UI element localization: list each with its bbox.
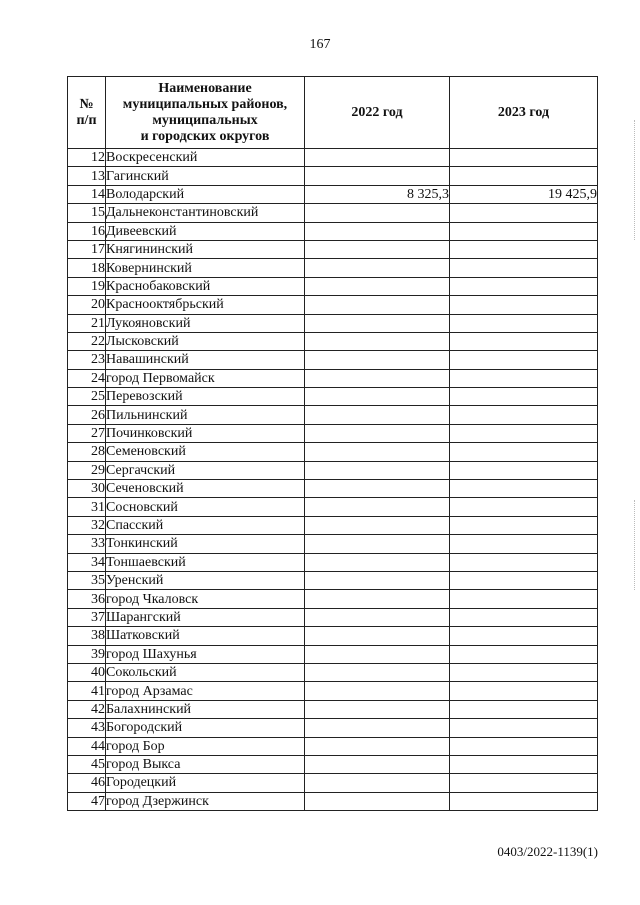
row-value-2022 bbox=[305, 553, 450, 571]
row-value-2022 bbox=[305, 480, 450, 498]
row-value-2022 bbox=[305, 204, 450, 222]
row-number: 33 bbox=[68, 535, 106, 553]
row-value-2023 bbox=[450, 314, 598, 332]
row-value-2022 bbox=[305, 590, 450, 608]
row-municipality-name: Лукояновский bbox=[106, 314, 305, 332]
row-number: 41 bbox=[68, 682, 106, 700]
table-row bbox=[68, 535, 598, 553]
table-row bbox=[68, 553, 598, 571]
row-value-2022 bbox=[305, 516, 450, 534]
row-number: 45 bbox=[68, 755, 106, 773]
table-header-row bbox=[68, 77, 598, 149]
row-value-2022 bbox=[305, 149, 450, 167]
row-value-2023 bbox=[450, 608, 598, 626]
page-number: 167 bbox=[309, 37, 331, 52]
row-value-2022 bbox=[305, 608, 450, 626]
row-municipality-name: Ковернинский bbox=[106, 259, 305, 277]
row-value-2022 bbox=[305, 222, 450, 240]
row-municipality-name: Краснооктябрьский bbox=[106, 296, 305, 314]
row-number: 21 bbox=[68, 314, 106, 332]
table-row bbox=[68, 296, 598, 314]
row-municipality-name: Навашинский bbox=[106, 351, 305, 369]
row-value-2022 bbox=[305, 388, 450, 406]
row-municipality-name: Краснобаковский bbox=[106, 277, 305, 295]
row-number: 24 bbox=[68, 369, 106, 387]
table-row bbox=[68, 571, 598, 589]
row-municipality-name: Лысковский bbox=[106, 332, 305, 350]
row-municipality-name: город Первомайск bbox=[106, 369, 305, 387]
row-value-2023 bbox=[450, 553, 598, 571]
row-value-2022 bbox=[305, 351, 450, 369]
table-row bbox=[68, 461, 598, 479]
row-value-2023 bbox=[450, 571, 598, 589]
row-value-2022 bbox=[305, 498, 450, 516]
municipal-table bbox=[67, 76, 598, 811]
row-value-2023 bbox=[450, 461, 598, 479]
row-value-2023 bbox=[450, 645, 598, 663]
row-value-2022 bbox=[305, 240, 450, 258]
row-number: 22 bbox=[68, 332, 106, 350]
row-value-2022 bbox=[305, 535, 450, 553]
row-value-2022 bbox=[305, 314, 450, 332]
row-municipality-name: город Бор bbox=[106, 737, 305, 755]
row-value-2023 bbox=[450, 755, 598, 773]
table-row bbox=[68, 719, 598, 737]
row-number: 30 bbox=[68, 480, 106, 498]
row-value-2023: 19 425,9 bbox=[450, 185, 598, 203]
row-value-2023 bbox=[450, 498, 598, 516]
row-value-2022 bbox=[305, 700, 450, 718]
row-value-2023 bbox=[450, 627, 598, 645]
row-value-2023 bbox=[450, 535, 598, 553]
row-number: 39 bbox=[68, 645, 106, 663]
row-value-2023 bbox=[450, 682, 598, 700]
row-value-2023 bbox=[450, 480, 598, 498]
scan-edge-mark bbox=[634, 120, 636, 240]
row-municipality-name: Сергачский bbox=[106, 461, 305, 479]
table-row bbox=[68, 480, 598, 498]
table-row bbox=[68, 792, 598, 810]
row-value-2023 bbox=[450, 516, 598, 534]
row-municipality-name: Шарангский bbox=[106, 608, 305, 626]
row-municipality-name: Володарский bbox=[106, 185, 305, 203]
row-number: 44 bbox=[68, 737, 106, 755]
row-value-2023 bbox=[450, 204, 598, 222]
table-row bbox=[68, 369, 598, 387]
row-value-2022 bbox=[305, 755, 450, 773]
row-number: 16 bbox=[68, 222, 106, 240]
row-number: 42 bbox=[68, 700, 106, 718]
row-municipality-name: город Выкса bbox=[106, 755, 305, 773]
row-number: 29 bbox=[68, 461, 106, 479]
table-row bbox=[68, 700, 598, 718]
row-value-2022 bbox=[305, 627, 450, 645]
row-number: 25 bbox=[68, 388, 106, 406]
row-municipality-name: Княгининский bbox=[106, 240, 305, 258]
row-number: 26 bbox=[68, 406, 106, 424]
row-number: 32 bbox=[68, 516, 106, 534]
row-value-2023 bbox=[450, 719, 598, 737]
row-value-2022 bbox=[305, 571, 450, 589]
row-municipality-name: Починковский bbox=[106, 424, 305, 442]
table-row bbox=[68, 149, 598, 167]
row-municipality-name: Гагинский bbox=[106, 167, 305, 185]
table-row bbox=[68, 627, 598, 645]
table-row bbox=[68, 185, 598, 203]
row-municipality-name: Сеченовский bbox=[106, 480, 305, 498]
table-row bbox=[68, 608, 598, 626]
row-value-2023 bbox=[450, 388, 598, 406]
row-value-2022 bbox=[305, 167, 450, 185]
row-number: 43 bbox=[68, 719, 106, 737]
row-value-2023 bbox=[450, 149, 598, 167]
row-number: 23 bbox=[68, 351, 106, 369]
row-number: 14 bbox=[68, 185, 106, 203]
table-row bbox=[68, 167, 598, 185]
row-municipality-name: Уренский bbox=[106, 571, 305, 589]
row-number: 35 bbox=[68, 571, 106, 589]
header-year-2023: 2023 год bbox=[450, 77, 598, 149]
header-name-line: муниципальных районов, bbox=[122, 96, 288, 112]
table-row bbox=[68, 259, 598, 277]
row-value-2023 bbox=[450, 351, 598, 369]
row-value-2023 bbox=[450, 774, 598, 792]
row-number: 34 bbox=[68, 553, 106, 571]
row-municipality-name: Семеновский bbox=[106, 443, 305, 461]
table-row bbox=[68, 388, 598, 406]
header-name-line: муниципальных bbox=[152, 112, 258, 128]
table-row bbox=[68, 737, 598, 755]
row-municipality-name: город Чкаловск bbox=[106, 590, 305, 608]
row-value-2023 bbox=[450, 259, 598, 277]
table-row bbox=[68, 516, 598, 534]
row-value-2022 bbox=[305, 737, 450, 755]
table-row bbox=[68, 240, 598, 258]
row-number: 36 bbox=[68, 590, 106, 608]
row-municipality-name: Шатковский bbox=[106, 627, 305, 645]
table-row bbox=[68, 332, 598, 350]
row-value-2023 bbox=[450, 240, 598, 258]
table-row bbox=[68, 277, 598, 295]
table-row bbox=[68, 424, 598, 442]
row-municipality-name: Тоншаевский bbox=[106, 553, 305, 571]
row-municipality-name: город Шахунья bbox=[106, 645, 305, 663]
row-municipality-name: Балахнинский bbox=[106, 700, 305, 718]
row-number: 20 bbox=[68, 296, 106, 314]
row-value-2022 bbox=[305, 443, 450, 461]
row-value-2022 bbox=[305, 682, 450, 700]
header-number bbox=[68, 77, 106, 149]
row-number: 19 bbox=[68, 277, 106, 295]
scan-edge-mark bbox=[634, 500, 636, 590]
row-value-2023 bbox=[450, 277, 598, 295]
table-row bbox=[68, 663, 598, 681]
row-number: 15 bbox=[68, 204, 106, 222]
row-value-2022 bbox=[305, 259, 450, 277]
row-value-2022 bbox=[305, 277, 450, 295]
table-row bbox=[68, 351, 598, 369]
header-number-line: п/п bbox=[76, 112, 97, 128]
row-number: 17 bbox=[68, 240, 106, 258]
row-number: 31 bbox=[68, 498, 106, 516]
row-value-2022 bbox=[305, 461, 450, 479]
row-number: 47 bbox=[68, 792, 106, 810]
row-municipality-name: Тонкинский bbox=[106, 535, 305, 553]
row-value-2023 bbox=[450, 590, 598, 608]
table-row bbox=[68, 406, 598, 424]
row-number: 12 bbox=[68, 149, 106, 167]
table-row bbox=[68, 443, 598, 461]
row-value-2023 bbox=[450, 167, 598, 185]
row-municipality-name: Перевозский bbox=[106, 388, 305, 406]
row-municipality-name: Воскресенский bbox=[106, 149, 305, 167]
header-year-2022: 2022 год bbox=[305, 77, 450, 149]
row-value-2023 bbox=[450, 424, 598, 442]
row-number: 38 bbox=[68, 627, 106, 645]
row-value-2023 bbox=[450, 792, 598, 810]
row-value-2023 bbox=[450, 663, 598, 681]
row-municipality-name: Спасский bbox=[106, 516, 305, 534]
row-number: 13 bbox=[68, 167, 106, 185]
row-value-2023 bbox=[450, 406, 598, 424]
header-name-line: Наименование bbox=[158, 80, 252, 96]
document-code: 0403/2022-1139(1) bbox=[497, 844, 598, 859]
row-municipality-name: Дивеевский bbox=[106, 222, 305, 240]
row-value-2022 bbox=[305, 424, 450, 442]
row-value-2022 bbox=[305, 719, 450, 737]
table-row bbox=[68, 774, 598, 792]
header-name-line: и городских округов bbox=[140, 128, 270, 144]
table-row bbox=[68, 682, 598, 700]
row-number: 18 bbox=[68, 259, 106, 277]
row-value-2022 bbox=[305, 663, 450, 681]
row-municipality-name: Сокольский bbox=[106, 663, 305, 681]
row-municipality-name: Городецкий bbox=[106, 774, 305, 792]
row-value-2023 bbox=[450, 369, 598, 387]
row-value-2023 bbox=[450, 443, 598, 461]
row-value-2022 bbox=[305, 792, 450, 810]
row-municipality-name: Дальнеконстантиновский bbox=[106, 204, 305, 222]
row-number: 27 bbox=[68, 424, 106, 442]
table-row bbox=[68, 314, 598, 332]
row-number: 28 bbox=[68, 443, 106, 461]
row-value-2023 bbox=[450, 222, 598, 240]
table-row bbox=[68, 645, 598, 663]
row-number: 37 bbox=[68, 608, 106, 626]
table-row bbox=[68, 222, 598, 240]
row-value-2023 bbox=[450, 737, 598, 755]
row-value-2022 bbox=[305, 296, 450, 314]
row-value-2023 bbox=[450, 332, 598, 350]
row-number: 40 bbox=[68, 663, 106, 681]
row-value-2022 bbox=[305, 369, 450, 387]
row-value-2022 bbox=[305, 406, 450, 424]
table-row bbox=[68, 755, 598, 773]
row-value-2022 bbox=[305, 332, 450, 350]
header-name bbox=[106, 77, 305, 149]
header-number-line: № bbox=[79, 96, 94, 112]
row-value-2023 bbox=[450, 296, 598, 314]
row-municipality-name: Сосновский bbox=[106, 498, 305, 516]
table-row bbox=[68, 498, 598, 516]
row-value-2022 bbox=[305, 774, 450, 792]
table-row bbox=[68, 590, 598, 608]
row-number: 46 bbox=[68, 774, 106, 792]
row-municipality-name: Богородский bbox=[106, 719, 305, 737]
row-municipality-name: Пильнинский bbox=[106, 406, 305, 424]
row-value-2022: 8 325,3 bbox=[305, 185, 450, 203]
table-row bbox=[68, 204, 598, 222]
row-value-2022 bbox=[305, 645, 450, 663]
row-municipality-name: город Дзержинск bbox=[106, 792, 305, 810]
row-value-2023 bbox=[450, 700, 598, 718]
row-municipality-name: город Арзамас bbox=[106, 682, 305, 700]
